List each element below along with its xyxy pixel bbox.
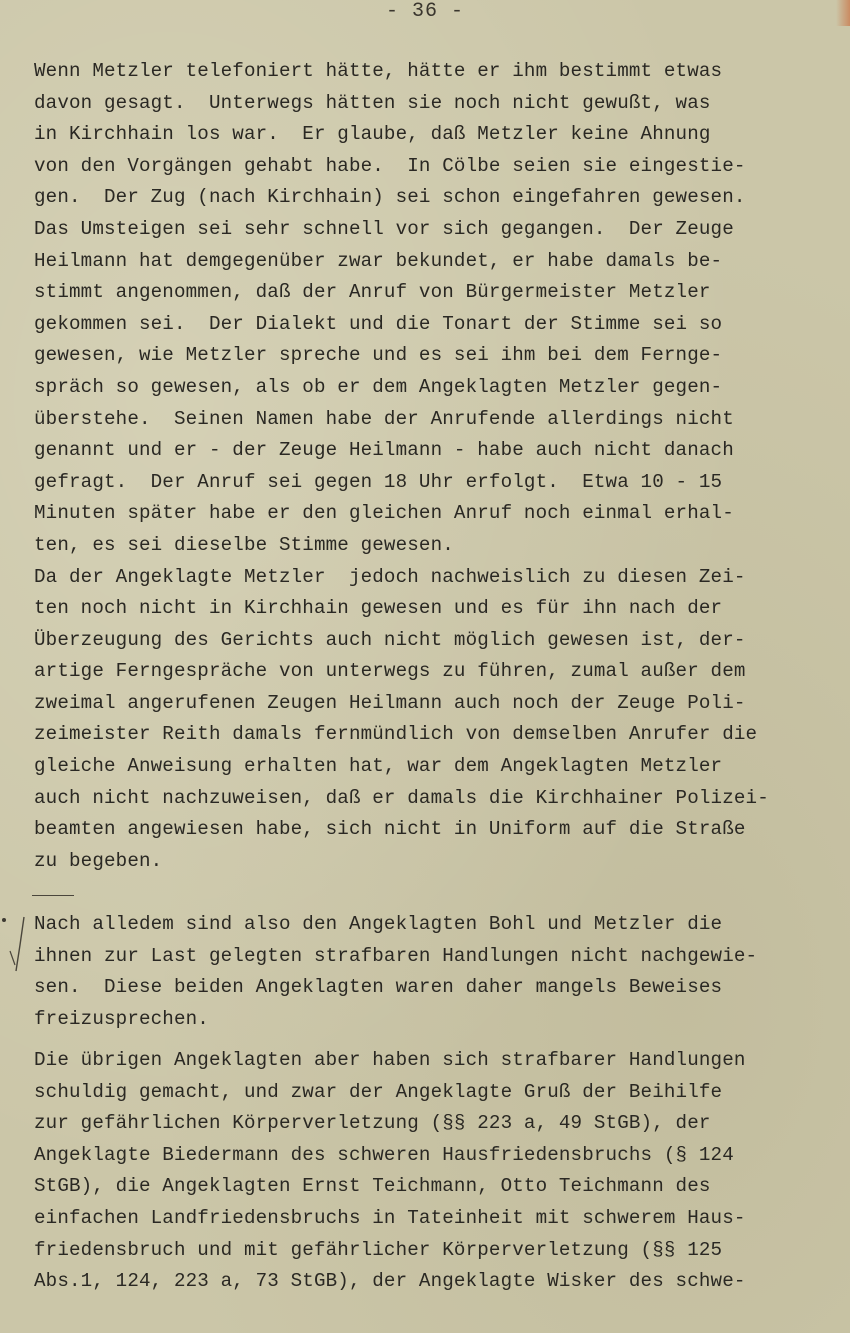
page-number: - 36 - — [385, 0, 464, 23]
text-line: einfachen Landfriedensbruchs in Tateinheit mit schwerem Haus- — [34, 1206, 746, 1229]
text-line: Die übrigen Angeklagten aber haben sich strafbarer Handlungen — [34, 1049, 746, 1071]
text-line: zur gefährlichen Körperverletzung (§§ 223 a, 49 StGB), der — [34, 1112, 711, 1135]
text-line: überstehe. Seinen Namen habe der Anrufende allerdings nicht — [34, 407, 734, 430]
text-line: gefragt. Der Anruf sei gegen 18 Uhr erfolgt. Etwa 10 - 15 — [34, 470, 723, 493]
text-line: zeimeister Reith damals fernmündlich von demselben Anrufer die — [34, 723, 758, 746]
text-line: Überzeugung des Gerichts auch nicht möglich gewesen ist, der- — [34, 628, 746, 651]
text-line: StGB), die Angeklagten Ernst Teichmann, Otto Teichmann des — [34, 1175, 711, 1198]
text-line: freizusprechen. — [34, 1007, 209, 1030]
text-line: artige Ferngespräche von unterwegs zu führen, zumal außer dem — [34, 660, 746, 683]
text-line: Angeklagte Biedermann des schweren Hausfriedensbruchs (§ 124 — [34, 1143, 734, 1166]
margin-pencil-mark — [6, 915, 28, 975]
text-line: Das Umsteigen sei sehr schnell vor sich gegangen. Der Zeuge — [34, 217, 734, 240]
text-line: spräch so gewesen, als ob er dem Angeklagten Metzler gegen- — [34, 375, 723, 398]
text-line: ihnen zur Last gelegten strafbaren Handlungen nicht nachgewie- — [34, 944, 758, 967]
text-line: auch nicht nachzuweisen, daß er damals die Kirchhainer Polizei- — [34, 786, 769, 809]
margin-underline-mark — [32, 895, 74, 896]
text-line: friedensbruch und mit gefährlicher Körperverletzung (§§ 125 — [34, 1238, 723, 1261]
text-line: zweimal angerufenen Zeugen Heilmann auch noch der Zeuge Poli- — [34, 691, 746, 714]
text-line: beamten angewiesen habe, sich nicht in Uniform auf die Straße — [34, 818, 746, 841]
text-line: sen. Diese beiden Angeklagten waren daher mangels Beweises — [34, 976, 723, 999]
paragraph-1 — [34, 56, 834, 877]
text-line: genannt und er - der Zeuge Heilmann - habe auch nicht danach — [34, 439, 734, 462]
text-line: stimmt angenommen, daß der Anruf von Bürgermeister Metzler — [34, 281, 711, 304]
text-line: von den Vorgängen gehabt habe. In Cölbe seien sie eingestie- — [34, 154, 746, 177]
text-line: gekommen sei. Der Dialekt und die Tonart der Stimme sei so — [34, 312, 723, 335]
text-line: Wenn Metzler telefoniert hätte, hätte er ihm bestimmt etwas — [34, 60, 723, 82]
text-line: Da der Angeklagte Metzler jedoch nachweislich zu diesen Zei- — [34, 565, 746, 588]
text-line: ten, es sei dieselbe Stimme gewesen. — [34, 533, 454, 556]
text-line: in Kirchhain los war. Er glaube, daß Metzler keine Ahnung — [34, 123, 711, 146]
text-line: gleiche Anweisung erhalten hat, war dem Angeklagten Metzler — [34, 755, 723, 778]
paragraph-2 — [34, 909, 834, 1035]
text-line: zu begeben. — [34, 849, 163, 872]
text-line: davon gesagt. Unterwegs hätten sie noch nicht gewußt, was — [34, 91, 711, 114]
text-line: gewesen, wie Metzler spreche und es sei ihm bei dem Fernge- — [34, 344, 723, 367]
paragraph-3 — [34, 1045, 834, 1298]
text-line: Abs.1, 124, 223 a, 73 StGB), der Angeklagte Wisker des schwe- — [34, 1270, 746, 1293]
text-line: Minuten später habe er den gleichen Anruf noch einmal erhal- — [34, 502, 734, 525]
text-line: schuldig gemacht, und zwar der Angeklagte Gruß der Beihilfe — [34, 1080, 723, 1103]
text-line: gen. Der Zug (nach Kirchhain) sei schon eingefahren gewesen. — [34, 186, 746, 209]
text-line: Heilmann hat demgegenüber zwar bekundet, er habe damals be- — [34, 249, 723, 272]
text-line: Nach alledem sind also den Angeklagten Bohl und Metzler die — [34, 913, 723, 935]
text-line: ten noch nicht in Kirchhain gewesen und es für ihn nach der — [34, 597, 723, 620]
